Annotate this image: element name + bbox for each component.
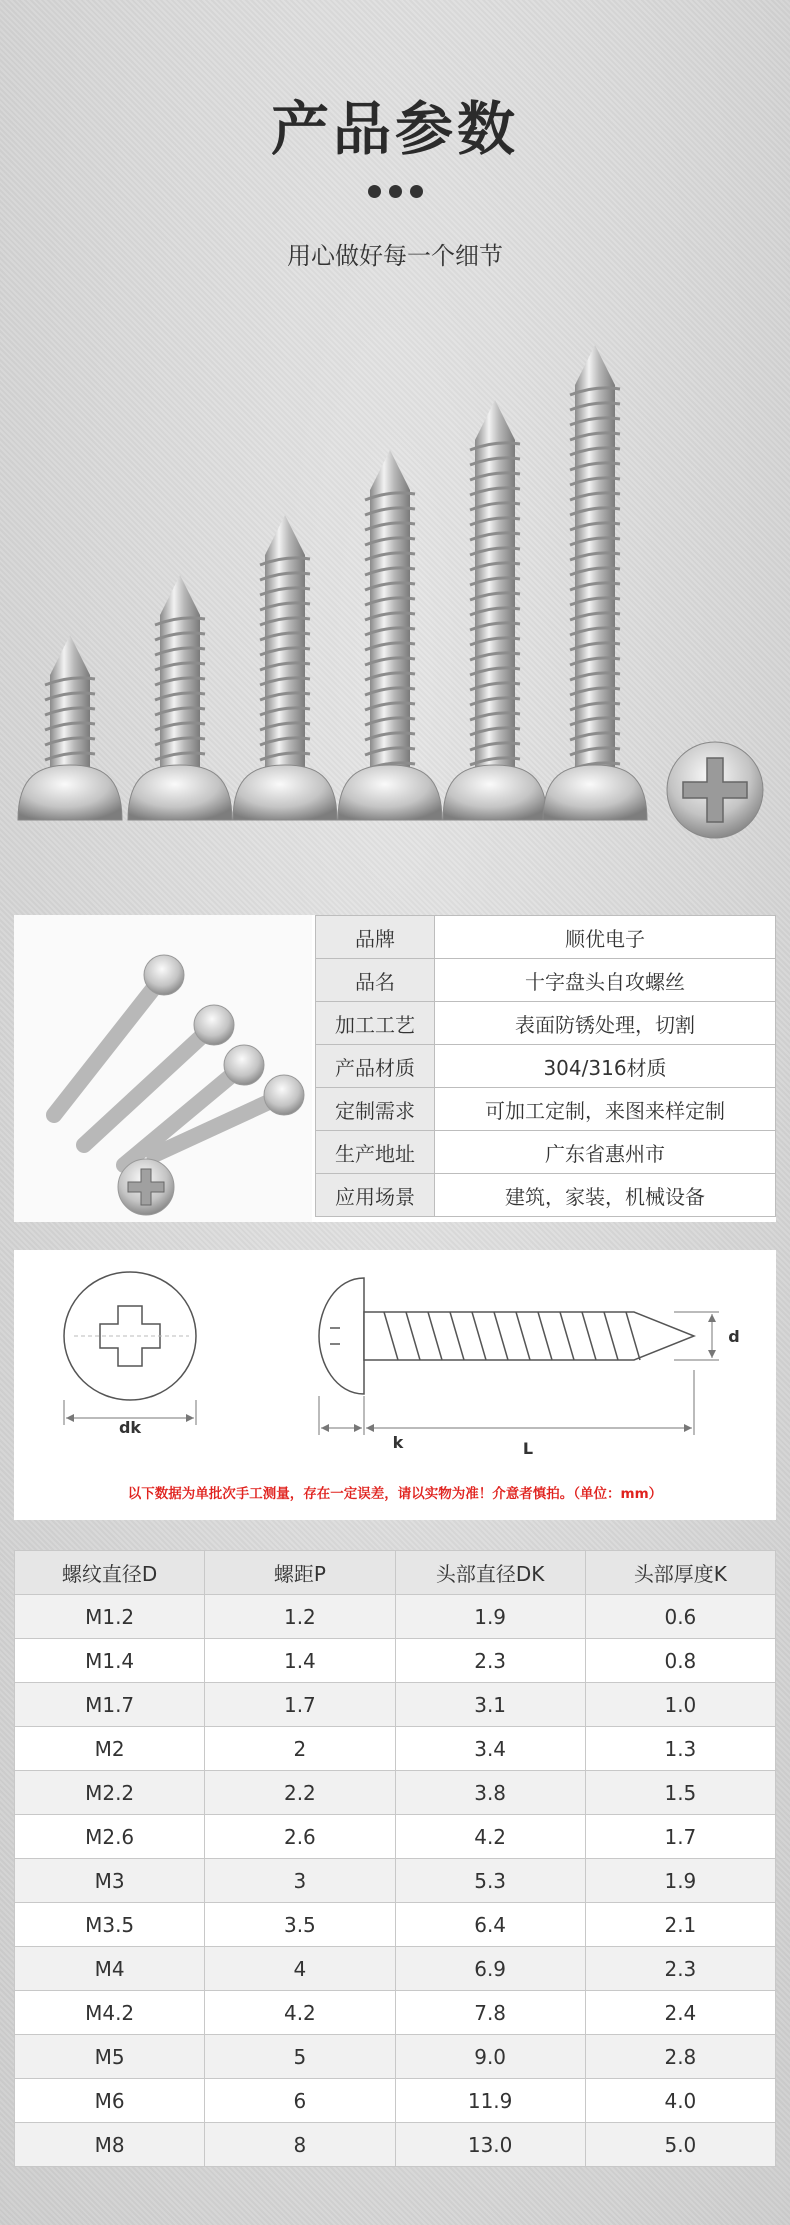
table-cell: 11.9 [395,2079,585,2123]
spec-key: 品名 [316,959,435,1002]
spec-key: 生产地址 [316,1131,435,1174]
screws-image [0,280,790,880]
table-cell: 6.9 [395,1947,585,1991]
spec-key: 产品材质 [316,1045,435,1088]
label-dk: dk [118,1418,142,1437]
table-cell: 1.7 [585,1815,775,1859]
table-cell: M1.7 [15,1683,205,1727]
label-k: k [392,1433,404,1452]
table-row [15,1991,776,2035]
hero-section [0,0,790,905]
screw [443,400,547,820]
page-title: 产品参数 [270,95,519,163]
spec-value: 表面防锈处理，切割 [435,1002,776,1045]
spec-row [316,916,776,959]
product-photo [14,915,312,1222]
table-cell: 0.8 [585,1639,775,1683]
table-cell: 4.0 [585,2079,775,2123]
spec-row [316,1088,776,1131]
table-cell: 1.9 [585,1859,775,1903]
table-cell: M3.5 [15,1903,205,1947]
table-cell: 2.4 [585,1991,775,2035]
table-cell: 5 [205,2035,395,2079]
page-subtitle: 用心做好每一个细节 [287,242,503,270]
table-cell: 3.8 [395,1771,585,1815]
table-row [15,1947,776,1991]
screw [128,575,232,820]
dimensions-table [14,1550,776,2167]
table-cell: M2.6 [15,1815,205,1859]
dimension-diagram [14,1250,776,1520]
spec-value: 可加工定制，来图来样定制 [435,1088,776,1131]
table-row [15,2035,776,2079]
table-cell: 2.6 [205,1815,395,1859]
column-header: 螺距P [205,1551,395,1595]
table-cell: M3 [15,1859,205,1903]
table-cell: 5.3 [395,1859,585,1903]
column-header: 头部厚度K [585,1551,775,1595]
label-l: L [522,1439,534,1458]
spec-value: 广东省惠州市 [435,1131,776,1174]
spec-value: 304/316材质 [435,1045,776,1088]
table-cell: 9.0 [395,2035,585,2079]
table-cell: M1.2 [15,1595,205,1639]
table-cell: 4.2 [395,1815,585,1859]
spec-key: 定制需求 [316,1088,435,1131]
screw [233,515,337,820]
table-cell: 3.5 [205,1903,395,1947]
spec-key: 应用场景 [316,1174,435,1217]
table-row [15,1859,776,1903]
table-cell: M5 [15,2035,205,2079]
spec-key: 加工工艺 [316,1002,435,1045]
table-cell: 3.4 [395,1727,585,1771]
spec-section [14,915,776,1222]
table-cell: 0.6 [585,1595,775,1639]
table-cell: 6.4 [395,1903,585,1947]
table-cell: 5.0 [585,2123,775,2167]
table-cell: 2.2 [205,1771,395,1815]
column-header: 头部直径DK [395,1551,585,1595]
table-row [15,1683,776,1727]
table-cell: M4 [15,1947,205,1991]
spec-row [316,959,776,1002]
table-cell: M2.2 [15,1771,205,1815]
column-header: 螺纹直径D [15,1551,205,1595]
table-cell: 3 [205,1859,395,1903]
table-row [15,1903,776,1947]
table-row [15,2123,776,2167]
table-cell: M4.2 [15,1991,205,2035]
table-cell: M1.4 [15,1639,205,1683]
spec-row [316,1174,776,1217]
spec-row [316,1131,776,1174]
table-cell: 7.8 [395,1991,585,2035]
measurement-note: 以下数据为单批次手工测量，存在一定误差，请以实物为准！介意者慎拍。（单位：mm） [127,1486,663,1502]
table-cell: 1.4 [205,1639,395,1683]
spec-value: 建筑，家装，机械设备 [435,1174,776,1217]
table-cell: 4.2 [205,1991,395,2035]
table-cell: 3.1 [395,1683,585,1727]
table-cell: 1.2 [205,1595,395,1639]
table-row [15,1771,776,1815]
table-cell: 2.3 [395,1639,585,1683]
table-row [15,1815,776,1859]
table-cell: 2 [205,1727,395,1771]
table-cell: M2 [15,1727,205,1771]
table-cell: 1.0 [585,1683,775,1727]
table-cell: 6 [205,2079,395,2123]
table-cell: M8 [15,2123,205,2167]
table-row [15,2079,776,2123]
spec-key: 品牌 [316,916,435,959]
table-cell: 8 [205,2123,395,2167]
table-cell: 1.9 [395,1595,585,1639]
table-cell: M6 [15,2079,205,2123]
dots-divider [0,183,790,202]
screw-head-top-view [667,742,763,838]
table-cell: 13.0 [395,2123,585,2167]
table-cell: 1.7 [205,1683,395,1727]
screw [18,635,122,820]
spec-row [316,1045,776,1088]
spec-value: 十字盘头自攻螺丝 [435,959,776,1002]
screw-drawing [14,1250,776,1480]
screw [338,450,442,820]
spec-table [315,915,776,1217]
table-row [15,1727,776,1771]
label-d: d [728,1327,740,1346]
table-cell: 4 [205,1947,395,1991]
table-row [15,1639,776,1683]
table-row [15,1595,776,1639]
table-cell: 1.3 [585,1727,775,1771]
spec-value: 顺优电子 [435,916,776,959]
table-cell: 2.3 [585,1947,775,1991]
table-cell: 2.8 [585,2035,775,2079]
table-cell: 1.5 [585,1771,775,1815]
screw [543,345,647,820]
table-cell: 2.1 [585,1903,775,1947]
spec-row [316,1002,776,1045]
